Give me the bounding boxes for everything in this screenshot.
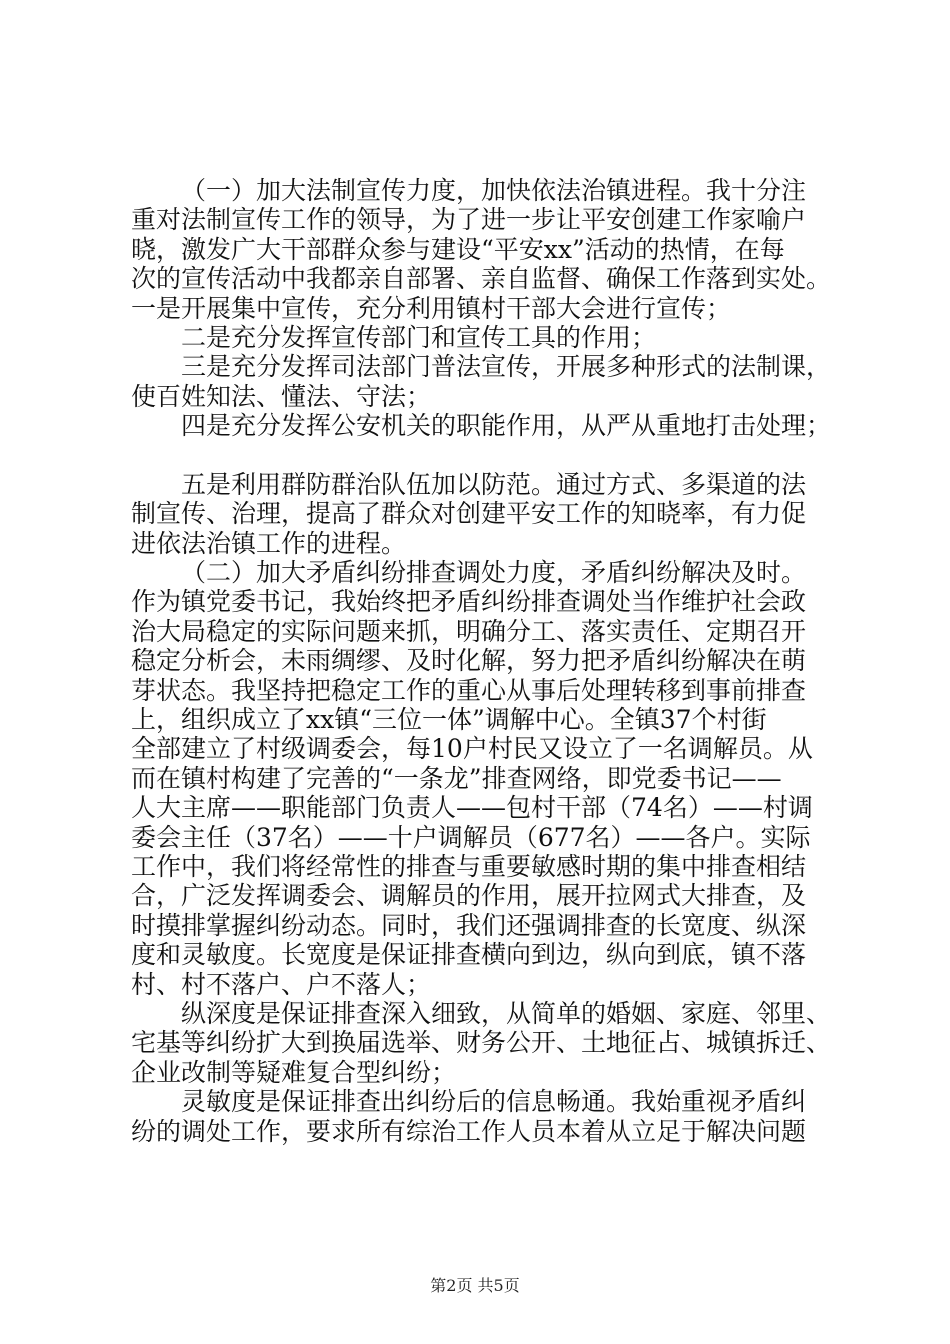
page-footer: [0, 1276, 950, 1296]
text-line: 度和灵敏度。长宽度是保证排查横向到边，纵向到底，镇不落: [131, 940, 807, 970]
text-line: 晓，激发广大干部群众参与建设“平安xx”活动的热情，在每: [131, 234, 785, 264]
text-line: 企业改制等疑难复合型纠纷；: [131, 1057, 457, 1087]
text-line: 村、村不落户、户不落人；: [131, 969, 432, 999]
document-body: [131, 176, 851, 1146]
text-line: 纵深度是保证排查深入细致，从简单的婚姻、家庭、邻里、: [181, 998, 832, 1028]
text-line: 二是充分发挥宣传部门和宣传工具的作用；: [181, 322, 657, 352]
text-line: 上，组织成立了xx镇“三位一体”调解中心。全镇37个村街: [131, 705, 767, 735]
page-number-label: 第2页 共5页: [430, 1276, 520, 1295]
text-line: 宅基等纠纷扩大到换届选举、财务公开、土地征占、城镇拆迁、: [131, 1028, 832, 1058]
text-line: 全部建立了村级调委会，每10户村民又设立了一名调解员。从: [131, 734, 813, 764]
text-line: 一是开展集中宣传，充分利用镇村干部大会进行宣传；: [131, 293, 732, 323]
text-line: 芽状态。我坚持把稳定工作的重心从事后处理转移到事前排查: [131, 675, 807, 705]
text-line: 五是利用群防群治队伍加以防范。通过方式、多渠道的法: [181, 469, 807, 499]
text-line: 三是充分发挥司法部门普法宣传，开展多种形式的法制课，: [181, 352, 832, 382]
text-line: （二）加大矛盾纠纷排查调处力度，矛盾纠纷解决及时。: [181, 558, 807, 588]
text-line: 合，广泛发挥调委会、调解员的作用，展开拉网式大排查，及: [131, 881, 807, 911]
text-line: 纷的调处工作，要求所有综治工作人员本着从立足于解决问题: [131, 1116, 807, 1146]
text-line: 灵敏度是保证排查出纠纷后的信息畅通。我始重视矛盾纠: [181, 1087, 807, 1117]
text-line: 而在镇村构建了完善的“一条龙”排查网络，即党委书记——: [131, 763, 782, 793]
text-line: 进依法治镇工作的进程。: [131, 528, 407, 558]
text-line: 四是充分发挥公安机关的职能作用，从严从重地打击处理；: [181, 411, 832, 441]
text-line: 作为镇党委书记，我始终把矛盾纠纷排查调处当作维护社会政: [131, 587, 807, 617]
text-line: 人大主席——职能部门负责人——包村干部（74名）——村调: [131, 793, 813, 823]
text-line: 使百姓知法、懂法、守法；: [131, 381, 432, 411]
text-line: 时摸排掌握纠纷动态。同时，我们还强调排查的长宽度、纵深: [131, 910, 807, 940]
text-line: 制宣传、治理，提高了群众对创建平安工作的知晓率，有力促: [131, 499, 807, 529]
text-line: 稳定分析会，未雨绸缪、及时化解，努力把矛盾纠纷解决在萌: [131, 646, 807, 676]
text-line: （一）加大法制宣传力度，加快依法治镇进程。我十分注: [181, 176, 807, 205]
text-line: 治大局稳定的实际问题来抓，明确分工、落实责任、定期召开: [131, 616, 807, 646]
text-line: 次的宣传活动中我都亲自部署、亲自监督、确保工作落到实处。: [131, 264, 832, 294]
text-line: 工作中，我们将经常性的排查与重要敏感时期的集中排查相结: [131, 851, 807, 881]
text-line: 重对法制宣传工作的领导，为了进一步让平安创建工作家喻户: [131, 205, 807, 235]
text-line: 委会主任（37名）——十户调解员（677名）——各户。实际: [131, 822, 811, 852]
blank-line: [131, 441, 851, 470]
